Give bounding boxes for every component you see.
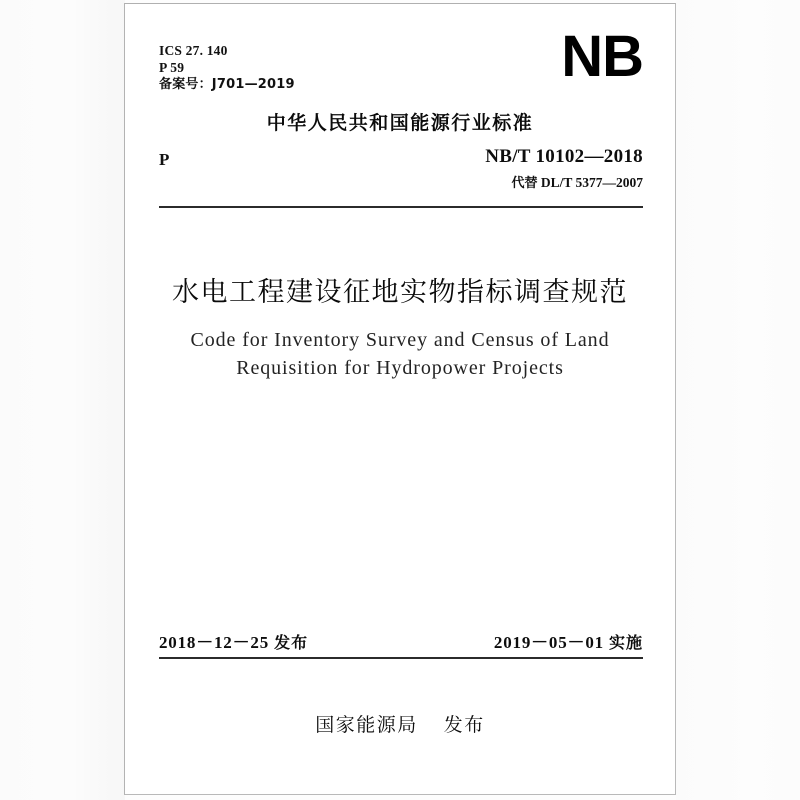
title-block — [125, 276, 675, 382]
replaced-standard-number: DL/T 5377—2007 — [540, 175, 643, 190]
title-chinese: 水电工程建设征地实物指标调查规范 — [172, 277, 628, 308]
title-english — [125, 326, 675, 382]
dates-row — [159, 628, 643, 654]
right-page-backdrop — [676, 0, 800, 800]
ics-classification-block — [159, 42, 295, 93]
classification-code: P 59 — [159, 60, 185, 75]
title-english-line-1: Code for Inventory Survey and Census of Land — [190, 329, 610, 351]
replaced-standard — [485, 172, 643, 191]
nb-emblem-logo: NB — [561, 24, 643, 89]
standard-cover-page — [124, 3, 676, 795]
effective-date-item — [494, 628, 643, 653]
replaces-label: 代替 — [511, 176, 538, 191]
footer-divider-rule — [159, 657, 643, 659]
classification-letter: P — [159, 150, 170, 169]
header-divider-rule — [159, 206, 643, 208]
publisher-name: 国家能源局 — [315, 714, 418, 736]
standard-number-block — [485, 146, 643, 191]
ics-code: ICS 27. 140 — [159, 43, 228, 58]
issuing-organization-title: 中华人民共和国能源行业标准 — [266, 112, 534, 134]
publisher-action: 发布 — [443, 714, 485, 736]
issue-date-label: 发布 — [274, 633, 309, 652]
title-english-line-2: Requisition for Hydropower Projects — [236, 357, 564, 379]
left-page-backdrop — [0, 0, 125, 800]
issue-date: 2018－12－25 — [159, 633, 269, 652]
record-number: 备案号：J701—2019 — [159, 77, 295, 92]
issue-date-item — [159, 628, 308, 653]
effective-date: 2019－05－01 — [493, 633, 604, 652]
publisher-line — [125, 710, 675, 737]
standard-number-row — [159, 146, 643, 196]
effective-date-label: 实施 — [608, 633, 643, 652]
standard-number: NB/T 10102—2018 — [485, 146, 643, 167]
